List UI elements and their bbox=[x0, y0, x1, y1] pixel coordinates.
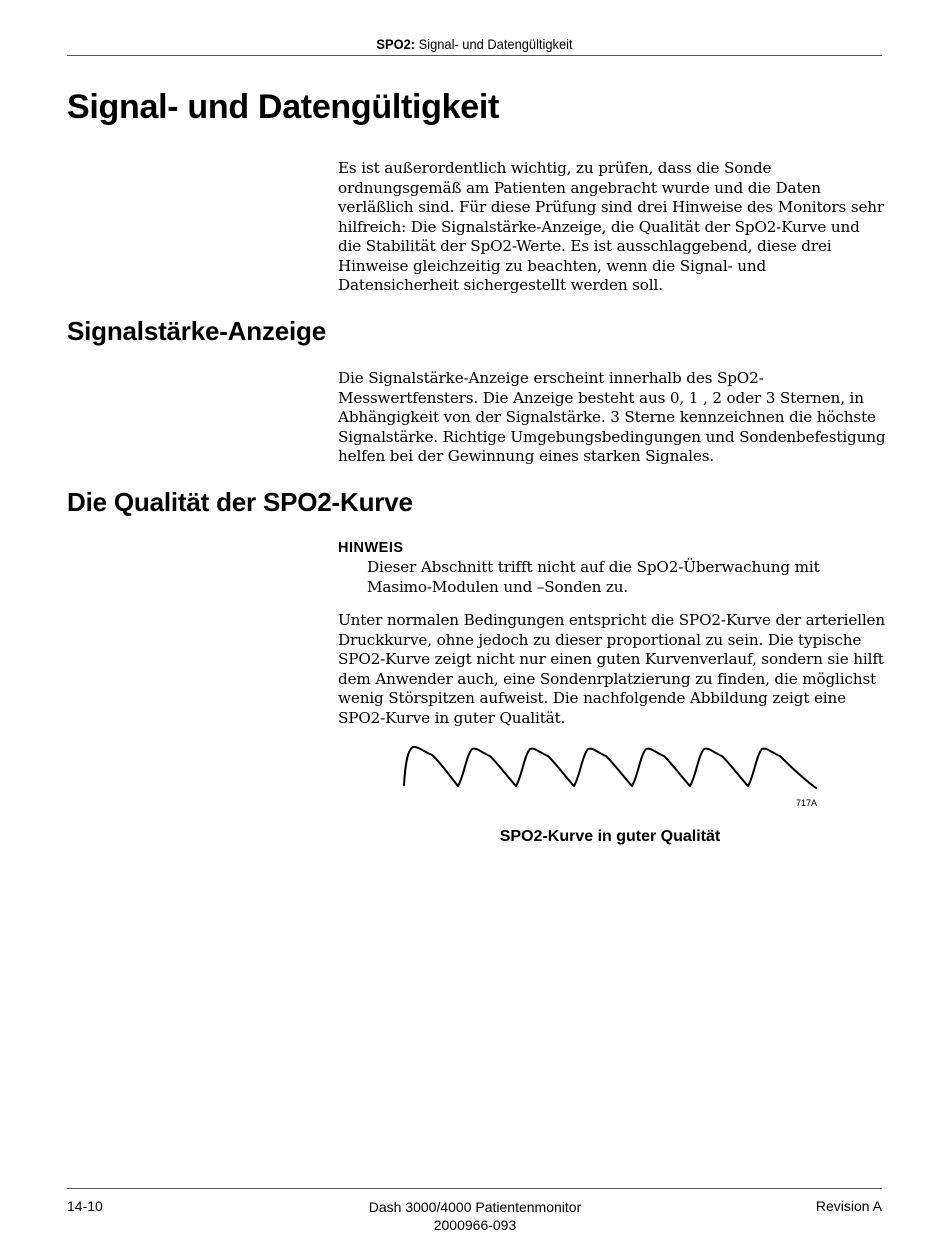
intro-paragraph: Es ist außerordentlich wichtig, zu prüfen, dass die Sonde ordnungsgemäß am Patienten angebracht wurde und die Daten verläßlich sind. Für diese Prüfung sind drei Hinweise des Monitors sehr hilfreich: Die Signalstärke-Anzeige, die Qualität der SpO2-Kurve und die Stabilität der SpO2-Werte. Es ist ausschlaggebend, diese drei Hinweise gleichzeitig zu beachten, wenn die Signal- und Datensicherheit sichergestellt werden soll. bbox=[338, 159, 885, 294]
figure-caption: SPO2-Kurve in guter Qualität bbox=[499, 828, 721, 845]
quality-paragraph: Unter normalen Bedingungen entspricht die SPO2-Kurve der arteriellen Druckkurve, ohne jedoch zu dieser proportional zu sein. Die typische SPO2-Kurve zeigt nicht nur einen guten Kurvenverlauf, sondern sie hilft dem Anwender auch, eine Sondenrplatzierung zu finden, die möglichst wenig Störspitzen aufweist. Die nachfolgende Abbildung zeigt eine SPO2-Kurve in guter Qualität. bbox=[338, 611, 885, 727]
section-heading-signal: Signalstärke-Anzeige bbox=[67, 316, 326, 346]
section-heading-quality: Die Qualität der SPO2-Kurve bbox=[67, 487, 413, 517]
spo2-waveform-line bbox=[404, 747, 816, 788]
document-number: 2000966-093 bbox=[433, 1217, 517, 1233]
running-header bbox=[100, 36, 850, 52]
note-label: HINWEIS bbox=[338, 540, 404, 556]
note-text: Dieser Abschnitt trifft nicht auf die SpO2-Überwachung mit Masimo-Modulen und –Sonden zu. bbox=[367, 558, 820, 596]
header-rule bbox=[67, 55, 882, 56]
running-header-prefix: SPO2: bbox=[376, 36, 416, 52]
signal-paragraph: Die Signalstärke-Anzeige erscheint innerhalb des SpO2-Messwertfensters. Die Anzeige besteht aus 0, 1 , 2 oder 3 Sternen, in Abhängigkeit von der Signalstärke. 3 Sterne kennzeichnen die höchste Signalstärke. Richtige Umgebungsbedingungen und Sondenbefestigung helfen bei der Gewinnung eines starken Signales. bbox=[338, 369, 886, 465]
product-name: Dash 3000/4000 Patientenmonitor bbox=[368, 1199, 582, 1215]
footer-product bbox=[300, 1198, 650, 1234]
page-number: 14-10 bbox=[67, 1198, 103, 1214]
figure-code: 717A bbox=[796, 798, 818, 808]
spo2-waveform-figure bbox=[398, 738, 822, 818]
revision: Revision A bbox=[815, 1198, 882, 1214]
running-header-title: Signal- und Datengültigkeit bbox=[418, 36, 573, 52]
page-title: Signal- und Datengültigkeit bbox=[67, 88, 500, 126]
footer-rule bbox=[67, 1188, 882, 1189]
